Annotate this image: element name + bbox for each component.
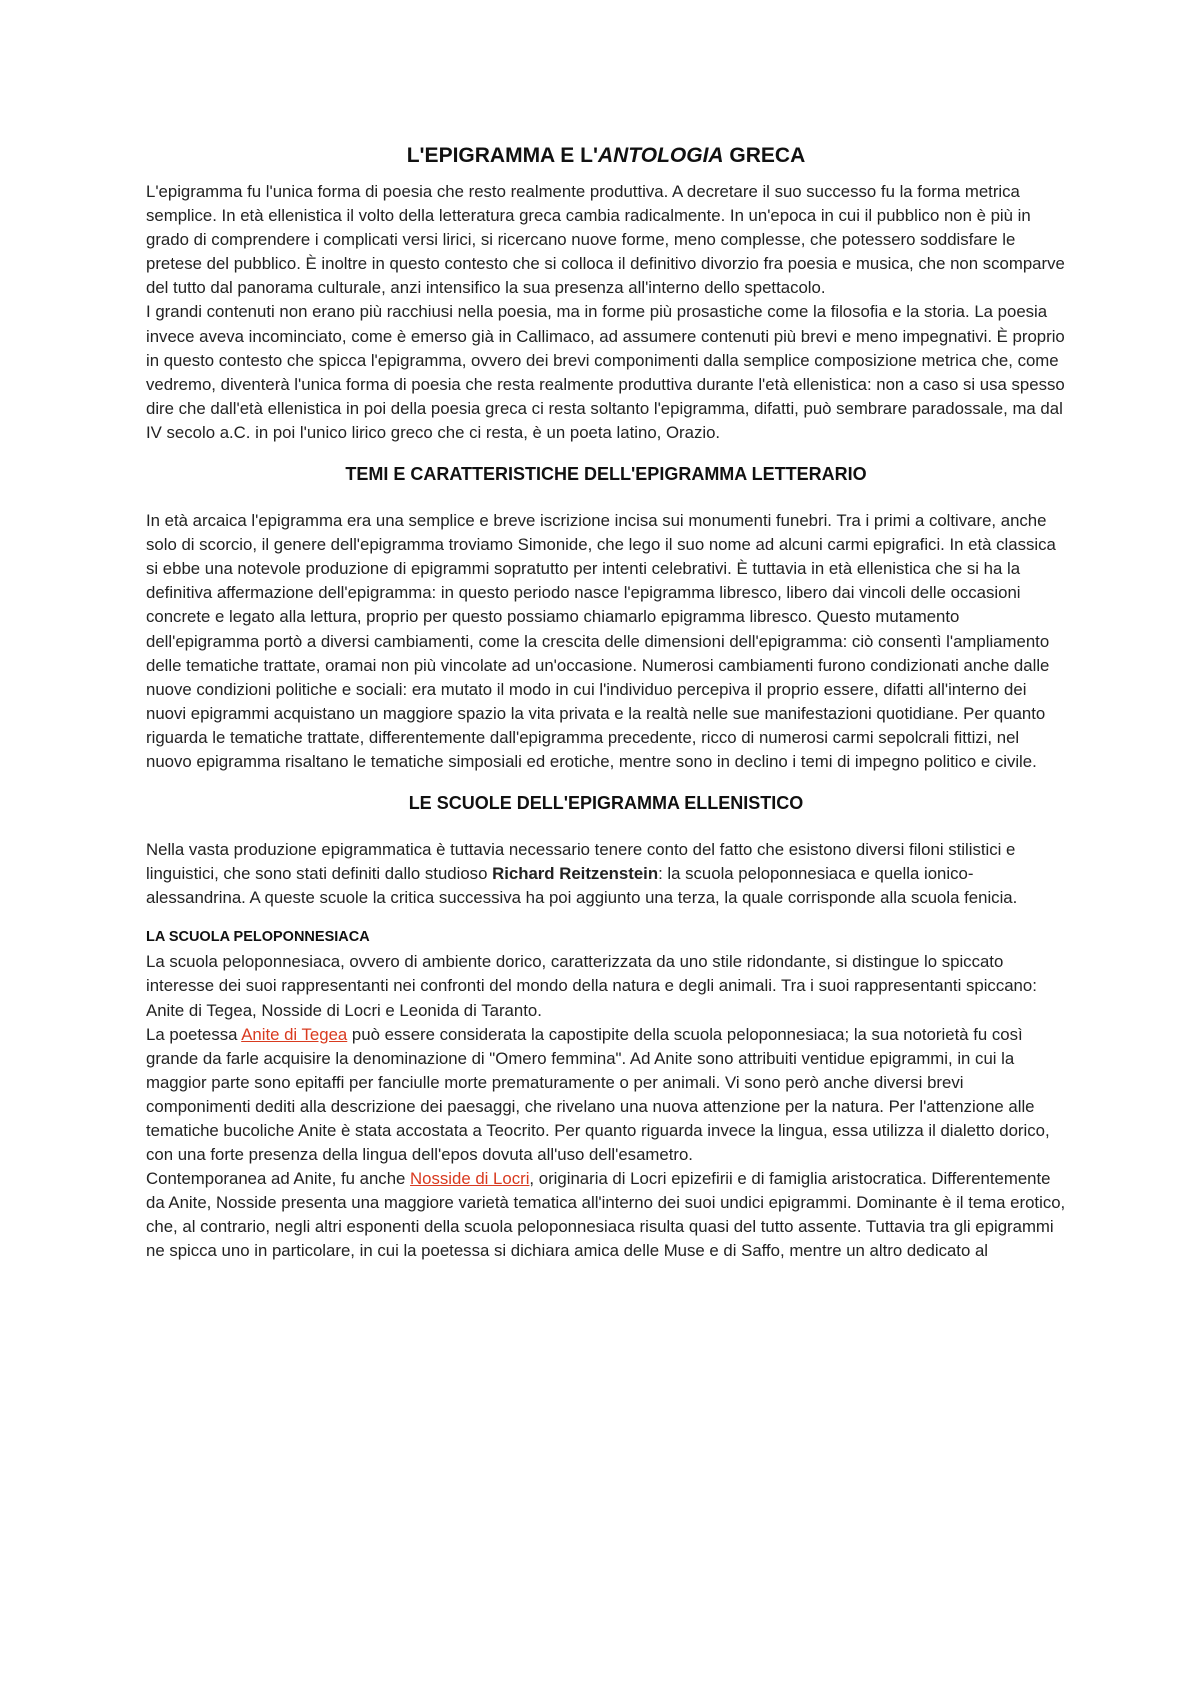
nosside-di-locri-link[interactable]: Nosside di Locri xyxy=(410,1169,530,1189)
scuole-text-after: : la scuola peloponnesiaca e quella ionico-alessandrina. A queste scuole la critica successiva ha poi aggiunto una terza, la quale corrisponde alla scuola fenicia. xyxy=(146,864,1018,908)
nosside-text-after: , originaria di Locri epizefirii e di famiglia aristocratica. Differentemente da Anite, Nosside presenta una maggiore varietà tematica all'interno dei suoi undici epigrammi. Dominante è il tema erotico, che, al contrario, negli altri esponenti della scuola peloponnesiaca risulta quasi del tutto assente. Tuttavia tra gli epigrammi ne spicca uno in particolare, in cui la poetessa si dichiara amica delle Muse e di Saffo, mentre un altro dedicato al xyxy=(146,1169,1066,1261)
anite-di-tegea-link[interactable]: Anite di Tegea xyxy=(241,1024,348,1044)
scuole-text-before: Nella vasta produzione epigrammatica è tuttavia necessario tenere conto del fatto che esistono diversi filoni stilistici e linguistici, che sono stati definiti dallo studioso xyxy=(146,840,1016,884)
page-title xyxy=(146,142,1066,170)
peloponnesiaca-paragraph-2 xyxy=(146,1023,1066,1168)
anite-text-before: La poetessa xyxy=(146,1024,242,1044)
temi-paragraph: In età arcaica l'epigramma era una semplice e breve iscrizione incisa sui monumenti funebri. Tra i primi a coltivare, anche solo di scorcio, il genere dell'epigramma troviamo Simonide, che lego il suo nome ad alcuni carmi epigrafici. In età classica si ebbe una notevole produzione di epigrammi sopratutto per intenti celebrativi. È tuttavia in età ellenistica che si ha la definitiva affermazione dell'epigramma: in questo periodo nasce l'epigramma libresco, libero dai vincoli delle occasioni concrete e legato alla lettura, proprio per questo possiamo chiamarlo epigramma libresco. Questo mutamento dell'epigramma portò a diversi cambiamenti, come la crescita delle dimensioni dell'epigramma: ciò consentì l'ampliamento delle tematiche trattate, oramai non più vincolate ad un'occasione. Numerosi cambiamenti furono condizionati anche dalle nuove condizioni politiche e sociali: era mutato il modo in cui l'individuo percepiva il proprio essere, difatti all'interno dei nuovi epigrammi acquistano un maggiore spazio la vita privata e la realtà nelle sue manifestazioni quotidiane. Per quanto riguarda le tematiche trattate, differentemente dall'epigramma precedente, ricco di numerosi carmi sepolcrali fittizi, nel nuovo epigramma risaltano le tematiche simposiali ed erotiche, mentre sono in declino i temi di impegno politico e civile. xyxy=(146,511,1056,771)
scuole-paragraph xyxy=(146,838,1066,910)
section-heading-scuole: LE SCUOLE DELL'EPIGRAMMA ELLENISTICO xyxy=(408,793,804,814)
peloponnesiaca-paragraph-1: La scuola peloponnesiaca, ovvero di ambiente dorico, caratterizzata da uno stile ridondante, si distingue lo spiccato interesse dei suoi rappresentanti nei confronti del mondo della natura e degli animali. Tra i suoi rappresentanti spiccano: Anite di Tegea, Nosside di Locri e Leonida di Taranto. xyxy=(146,952,1037,1020)
page-title-text: L'EPIGRAMMA E L' xyxy=(406,144,598,167)
anite-text-after: può essere considerata la capostipite della scuola peloponnesiaca; la sua notorietà fu così grande da farle acquisire la denominazione di "Omero femmina". Ad Anite sono attribuiti ventidue epigrammi, in cui la maggior parte sono epitaffi per fanciulle morte prematuramente o per animali. Vi sono però anche diversi brevi componimenti dediti alla descrizione dei paesaggi, che rivelano una nuova attenzione per la natura. Per l'attenzione alle tematiche bucoliche Anite è stata accostata a Teocrito. Per quanto riguarda invece la lingua, essa utilizza il dialetto dorico, con una forte presenza della lingua dell'epos dovuta all'uso dell'esametro. xyxy=(146,1024,1050,1165)
peloponnesiaca-paragraph-3 xyxy=(146,1167,1066,1263)
nosside-text-before: Contemporanea ad Anite, fu anche xyxy=(146,1169,411,1189)
scholar-name: Richard Reitzenstein xyxy=(492,864,659,884)
page-title-text-end: GRECA xyxy=(723,144,806,167)
section-heading-temi: TEMI E CARATTERISTICHE DELL'EPIGRAMMA LETTERARIO xyxy=(345,464,867,485)
intro-paragraph-2: I grandi contenuti non erano più racchiusi nella poesia, ma in forme più prosastiche come la filosofia e la storia. La poesia invece aveva incominciato, come è emerso già in Callimaco, ad assumere contenuti più brevi e meno impegnativi. È proprio in questo contesto che spicca l'epigramma, ovvero dei brevi componimenti dalla semplice composizione metrica che, come vedremo, diventerà l'unica forma di poesia che resta realmente produttiva durante l'età ellenistica: non a caso si usa spesso dire che dall'età ellenistica in poi della poesia greca ci resta soltanto l'epigramma, difatti, può sembrare paradossale, ma dal IV secolo a.C. in poi l'unico lirico greco che ci resta, è un poeta latino, Orazio. xyxy=(146,302,1065,442)
document-content xyxy=(146,142,1066,1264)
subsection-heading-peloponnesiaca: LA SCUOLA PELOPONNESIACA xyxy=(146,929,370,946)
intro-paragraph-1: L'epigramma fu l'unica forma di poesia che resto realmente produttiva. A decretare il suo successo fu la forma metrica semplice. In età ellenistica il volto della letteratura greca cambia radicalmente. In un'epoca in cui il pubblico non è più in grado di comprendere i complicati versi lirici, si ricercano nuove forme, meno complesse, che potessero soddisfare le pretese del pubblico. È inoltre in questo contesto che si colloca il definitivo divorzio fra poesia e musica, che non scomparve del tutto dal panorama culturale, anzi intensifico la sua presenza all'interno dello spettacolo. xyxy=(146,182,1065,298)
page-title-italic: ANTOLOGIA xyxy=(597,144,724,167)
